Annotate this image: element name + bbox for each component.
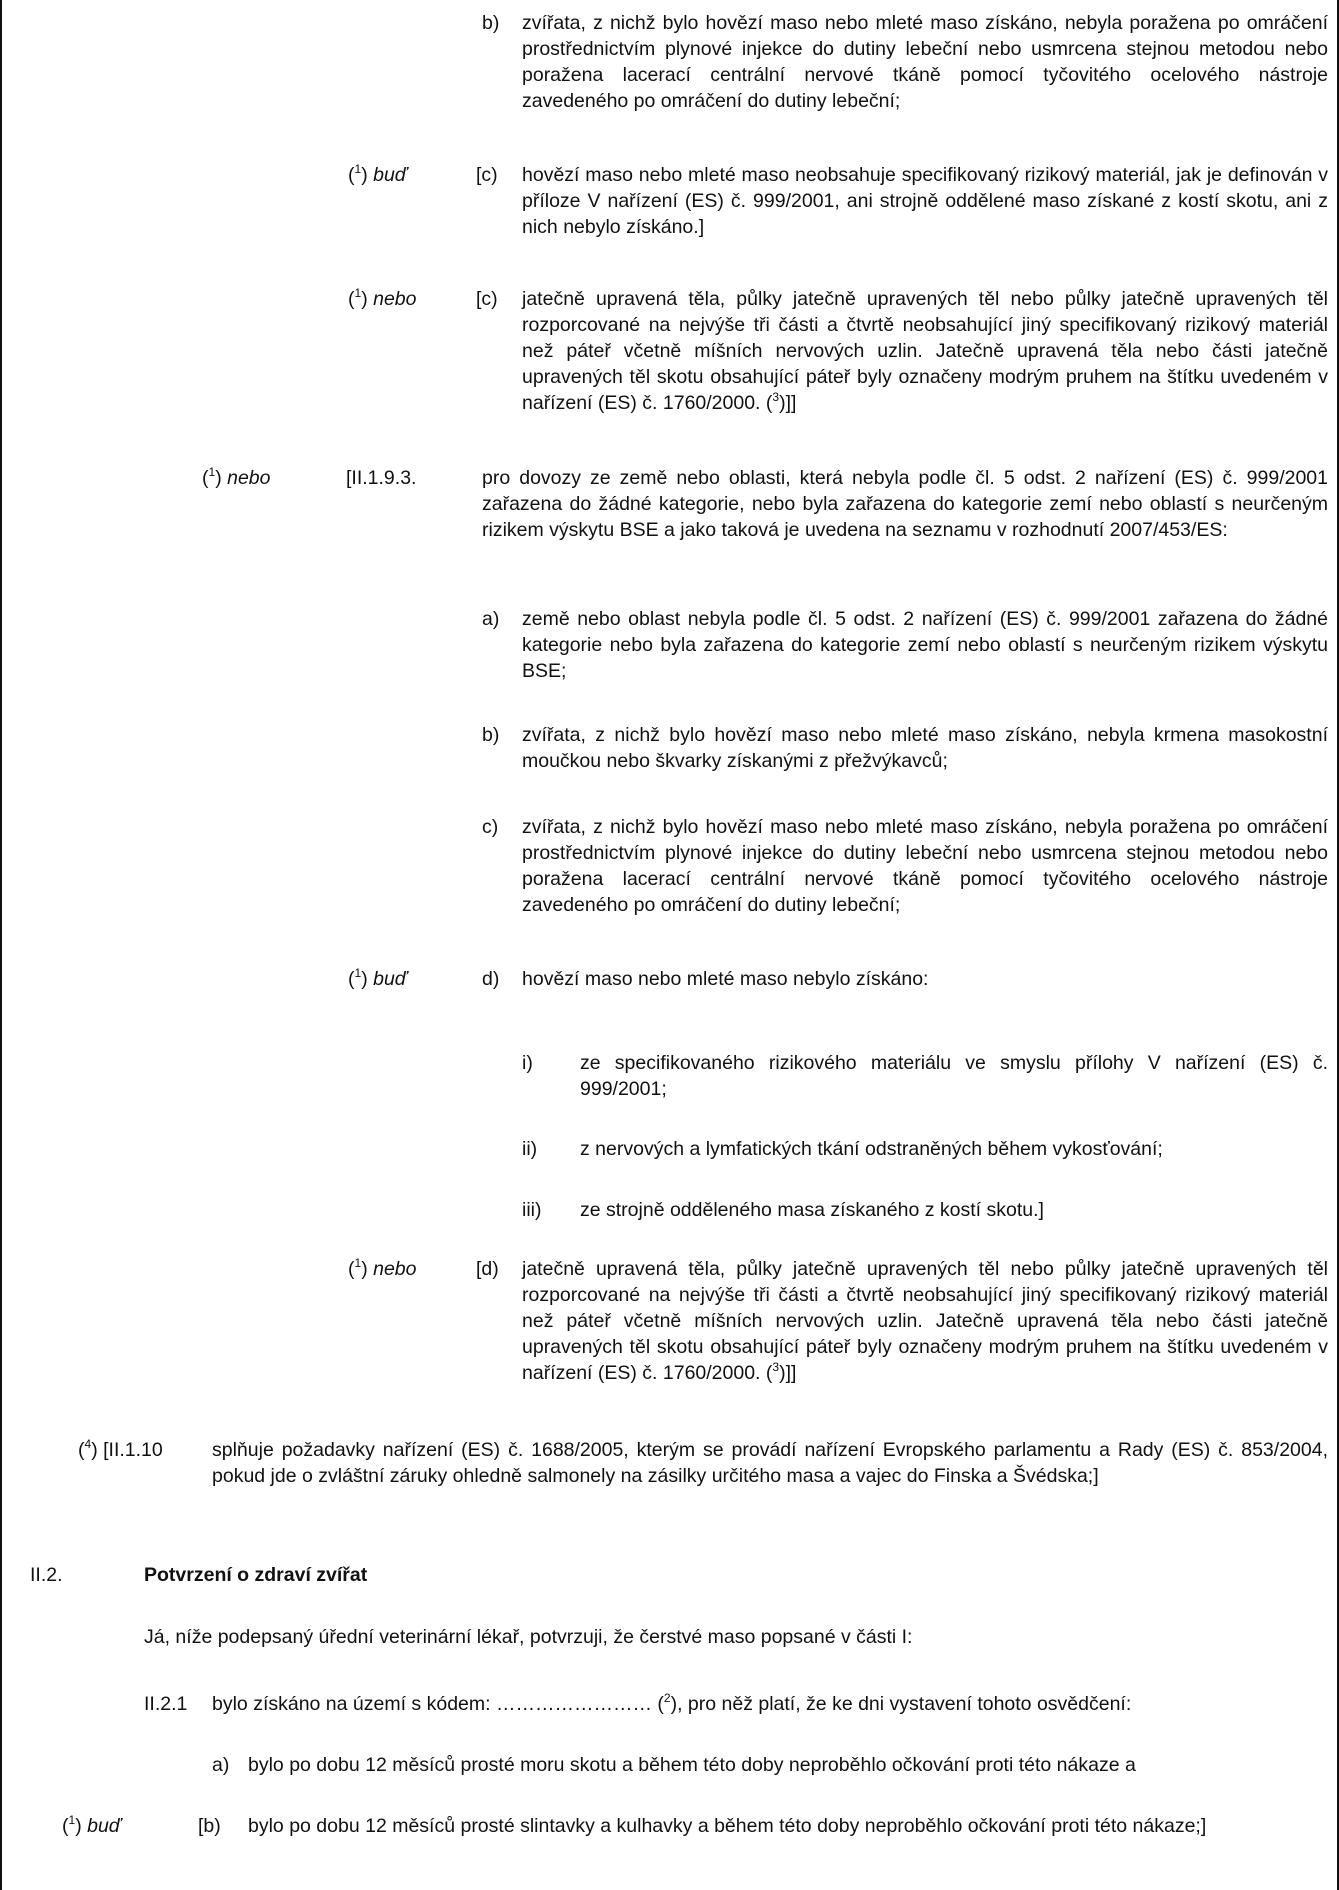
subitem-label-ii: ii) xyxy=(522,1138,538,1160)
section-number-ii-1-9-3: [II.1.9.3. xyxy=(346,467,417,489)
section-number-ii-2: II.2. xyxy=(30,1564,63,1586)
item-label-b: b) xyxy=(482,12,500,34)
option-marker-either: ($^1$) buď xyxy=(348,161,407,186)
section-text-ii-2-1: bylo získáno na území s kódem: …………………… ($^2$), pro něž platí, že ke dni vystavení tohoto osvědčení: xyxy=(212,1690,1132,1715)
subitem-text-i: ze specifikovaného rizikového materiálu ve smyslu přílohy V nařízení (ES) č. 999/2001; xyxy=(580,1052,1328,1100)
item-label-c: c) xyxy=(482,816,499,838)
item-text-b: zvířata, z nichž bylo hovězí maso nebo mleté maso získáno, nebyla poražena po omráčení prostřednictvím plynové injekce do dutiny lebeční nebo usmrcena stejnou metodou nebo poražena lacerací centrální nervové tkáně pomocí tyčovitého ocelového nástroje zavedeného po omráčení do dutiny lebeční; xyxy=(522,12,1328,112)
section-number-ii-2-1: II.2.1 xyxy=(144,1693,188,1715)
section-text-ii-1-10: splňuje požadavky nařízení (ES) č. 1688/2005, kterým se provádí nařízení Evropského parlamentu a Rady (ES) č. 853/2004, pokud jde o zvláštní záruky ohledně salmonely na zásilky určitého masa a vajec do Finska a Švédska;] xyxy=(212,1439,1328,1487)
section-heading-ii-2: Potvrzení o zdraví zvířat xyxy=(144,1564,368,1586)
option-marker-or: ($^1$) nebo xyxy=(348,1255,417,1280)
item-text-c: zvířata, z nichž bylo hovězí maso nebo mleté maso získáno, nebyla poražena po omráčení prostřednictvím plynové injekce do dutiny lebeční nebo usmrcena stejnou metodou nebo poražena lacerací centrální nervové tkáně pomocí tyčovitého ocelového nástroje zavedeného po omráčení do dutiny lebeční; xyxy=(522,816,1328,916)
option-marker-or: ($^1$) nebo xyxy=(202,464,271,489)
item-label-d: d) xyxy=(482,968,500,990)
subitem-text-iii: ze strojně odděleného masa získaného z kostí skotu.] xyxy=(580,1199,1044,1221)
option-marker-or: ($^1$) nebo xyxy=(348,285,417,310)
item-text-b: bylo po dobu 12 měsíců prosté slintavky a kulhavky a během této doby neproběhlo očkování proti této nákaze;] xyxy=(248,1815,1207,1837)
option-marker-either: ($^1$) buď xyxy=(62,1812,121,1837)
subitem-label-i: i) xyxy=(522,1052,533,1074)
item-label-c: [c) xyxy=(476,164,498,186)
intro-paragraph: Já, níže podepsaný úřední veterinární lékař, potvrzuji, že čerstvé maso popsané v části I: xyxy=(144,1626,913,1648)
section-number-ii-1-10: ($^4$) [II.1.10 xyxy=(78,1436,163,1461)
item-label-b: [b) xyxy=(198,1815,221,1837)
option-marker-either: ($^1$) buď xyxy=(348,965,407,990)
item-text-c-or: jatečně upravená těla, půlky jatečně upravených těl nebo půlky jatečně upravených těl rozporcované na nejvýše tři části a čtvrtě neobsahující jiný specifikovaný rizikový materiál než páteř včetně míšních nervových uzlin. Jatečně upravená těla nebo části jatečně upravených těl skotu obsahující páteř byly označeny modrým pruhem na štítku uvedeném v nařízení (ES) č. 1760/2000. ($^3$)]] xyxy=(522,288,1328,414)
subitem-label-iii: iii) xyxy=(522,1199,542,1221)
item-text-d-either: hovězí maso nebo mleté maso nebylo získáno: xyxy=(522,968,929,990)
item-label-c: [c) xyxy=(476,288,498,310)
item-text-a: země nebo oblast nebyla podle čl. 5 odst. 2 nařízení (ES) č. 999/2001 zařazena do žádné kategorie nebo byla zařazena do kategorie zemí nebo oblastí s neurčeným rizikem výskytu BSE; xyxy=(522,608,1328,682)
item-text-b: zvířata, z nichž bylo hovězí maso nebo mleté maso získáno, nebyla krmena masokostní moučkou nebo škvarky získanými z přežvýkavců; xyxy=(522,724,1328,772)
section-text-ii-1-9-3: pro dovozy ze země nebo oblasti, která nebyla podle čl. 5 odst. 2 nařízení (ES) č. 999/2001 zařazena do žádné kategorie, nebo byla zařazena do kategorie zemí nebo oblastí s neurčeným rizikem výskytu BSE a jako taková je uvedena na seznamu v rozhodnutí 2007/453/ES: xyxy=(482,467,1328,541)
subitem-text-ii: z nervových a lymfatických tkání odstraněných během vykosťování; xyxy=(580,1138,1163,1160)
item-label-d: [d) xyxy=(476,1258,499,1280)
item-label-b: b) xyxy=(482,724,500,746)
item-text-c-either: hovězí maso nebo mleté maso neobsahuje specifikovaný rizikový materiál, jak je definován v příloze V nařízení (ES) č. 999/2001, ani strojně oddělené maso získané z kostí skotu, ani z nich nebylo získáno.] xyxy=(522,164,1328,238)
item-text-d-or: jatečně upravená těla, půlky jatečně upravených těl nebo půlky jatečně upravených těl rozporcované na nejvýše tři části a čtvrtě neobsahující jiný specifikovaný rizikový materiál než páteř včetně míšních nervových uzlin. Jatečně upravená těla nebo části jatečně upravených těl skotu obsahující páteř byly označeny modrým pruhem na štítku uvedeném v nařízení (ES) č. 1760/2000. ($^3$)]] xyxy=(522,1258,1328,1384)
item-label-a: a) xyxy=(482,608,500,630)
item-text-a: bylo po dobu 12 měsíců prosté moru skotu a během této doby neproběhlo očkování proti této nákaze a xyxy=(248,1754,1136,1776)
item-label-a: a) xyxy=(212,1754,230,1776)
